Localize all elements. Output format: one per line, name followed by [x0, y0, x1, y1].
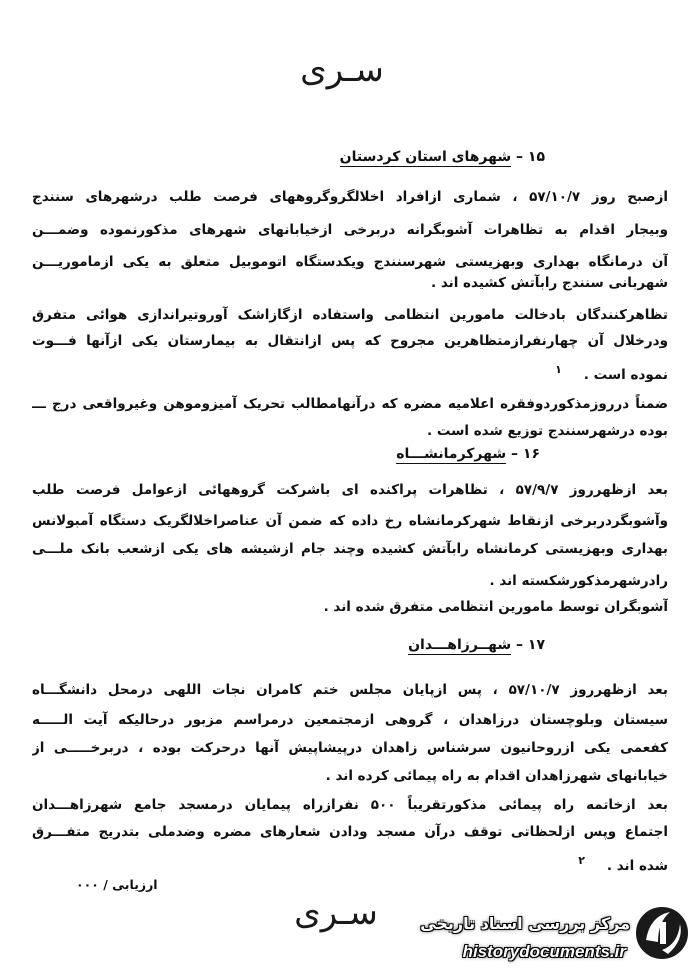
classification-top: سـری — [300, 50, 384, 90]
section-title: شهرهای استان کردستان — [339, 149, 512, 165]
text-line: سیستان وبلوچستان درزاهدان ، گروهی ازمجتمعین درمراسم مزبور درحالیکه آیت الـــــه — [32, 712, 668, 728]
text-line: شده اند . — [606, 858, 668, 873]
text-line-with-note — [32, 358, 668, 382]
text-line: بعد ازظهرروز ۵۷/۱۰/۷ ، پس ازپایان مجلس ختم کامران نجات اللهی درمحل دانشگـــاه — [32, 682, 668, 698]
watermark-org-name: مرکز بررسی اسناد تاریخی — [420, 914, 630, 933]
section-title: شهــرزاهـــدان — [408, 637, 512, 653]
evaluation-note: ارزیابی / ۰۰۰ — [76, 877, 158, 892]
section-heading-15 — [340, 146, 545, 170]
text-line: وآشوبگردربرخی ازنقاط شهرکرمانشاه رخ داده که ضمن آن عناصراخلالگریک دستگاه آمبولانس — [32, 513, 668, 529]
text-line: ازصبح روز ۵۷/۱۰/۷ ، شماری ازافراد اخلالگروگروههای فرصت طلب درشهرهای سنندج — [32, 189, 668, 205]
text-line: ضمناً درروزمذکوردوفقره اعلامیه مضره که درآنهامطالب تحریک آمیزوموهن وغیرواقعی درج ـــ — [32, 396, 668, 412]
classification-bottom: سـری — [294, 893, 378, 933]
section-number: ۱۵ – — [516, 149, 545, 165]
watermark-url: historydocuments.ir — [462, 942, 626, 961]
archive-logo-icon — [632, 900, 692, 966]
text-line: آن درمانگاه بهداری وبهزیستی شهرسنندج ویکدستگاه اتوموبیل متعلق به یکی ازماموریـــن — [32, 254, 668, 270]
section-number: ۱۶ – — [511, 446, 540, 462]
text-line: وبیجار اقدام به تظاهرات آشوبگرانه دربرخی ازخیابانهای شهرهای مذکورنموده وضمـــن — [32, 222, 668, 238]
section-number: ۱۷ – — [516, 637, 545, 653]
footnote-marker: ۱ — [555, 363, 562, 376]
text-line: بهداری وبهزیستی کرمانشاه رابآتش کشیده وچند جام ازشیشه های یکی ازشعب بانک ملـــی — [32, 541, 668, 557]
text-line: آشوبگران توسط مامورین انتظامی متفرق شده اند . — [323, 599, 668, 615]
text-line: رادرشهرمذکورشکسته اند . — [489, 573, 668, 589]
section-title: شهرکرمانشـــاه — [396, 446, 507, 462]
text-line: تظاهرکنندگان بادخالت مامورین انتظامی واستفاده ازگازاشک آوروتیراندازی هوائی متفرق — [32, 307, 668, 323]
section-heading-17 — [408, 634, 545, 658]
text-line: شهربانی سنندج رابآتش کشیده اند . — [431, 275, 668, 291]
footnote-marker: ۲ — [578, 854, 585, 867]
text-line-with-note — [32, 849, 668, 873]
text-line: کفعمی یکی ازروحانیون سرشناس زاهدان درپیشاپیش آنها درحرکت بوده ، دربرخـــــی از — [32, 740, 668, 756]
section-heading-16 — [396, 443, 540, 467]
text-line: نموده است . — [583, 367, 668, 382]
text-line: ودرخلال آن چهارنفرازمتظاهرین مجروح که پس ازانتقال به بیمارستان یکی ازآنها فـــوت — [32, 333, 668, 349]
text-line: بوده درشهرسنندج توزیع شده است . — [426, 423, 668, 439]
text-line: اجتماع وپس ازلحظاتی توقف درآن مسجد ودادن شعارهای مضره وضدملی بتدریج متفـــرق — [32, 824, 668, 840]
text-line: بعد ازظهرروز ۵۷/۹/۷ ، تظاهرات پراکنده ای باشرکت گروههائی ازعوامل فرصت طلب — [32, 482, 668, 498]
text-line: خیابانهای شهرزاهدان اقدام به راه پیمائی کرده اند . — [325, 768, 668, 784]
text-line: بعد ازخاتمه راه پیمائی مذکورتقریباً ۵۰۰ نفرازراه پیمایان درمسجد جامع شهرزاهـــدان — [32, 797, 668, 813]
